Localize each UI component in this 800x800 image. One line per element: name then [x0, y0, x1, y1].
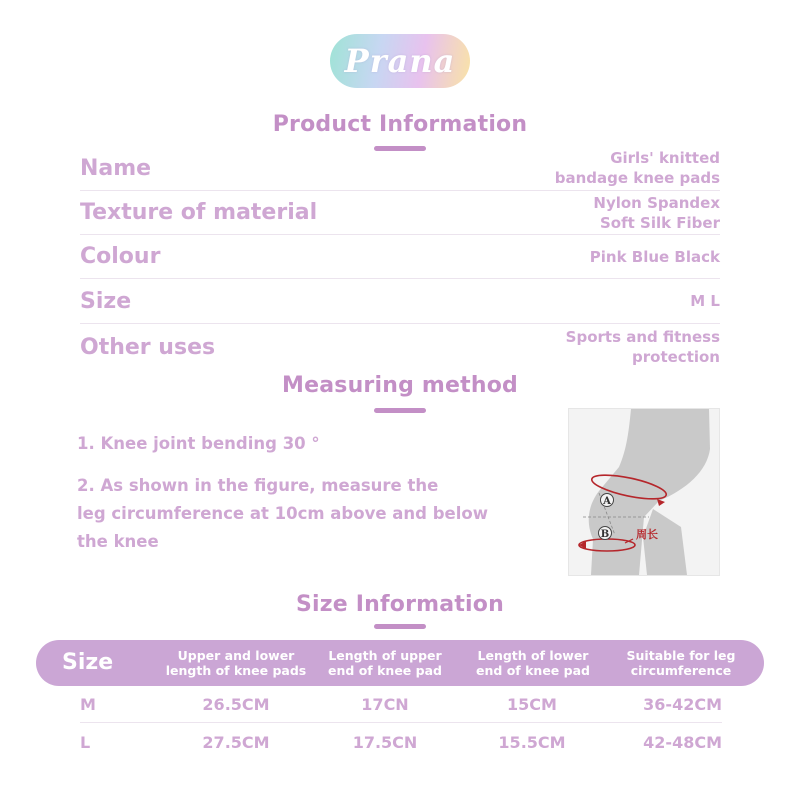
size-cell-size: L	[80, 733, 91, 752]
size-header-col-2: Length of upper end of knee pad	[328, 648, 442, 678]
brand-logo	[330, 34, 470, 88]
size-row-m	[80, 688, 722, 723]
info-label: Name	[80, 155, 152, 181]
info-value: Pink Blue Black	[589, 247, 720, 266]
info-value: Nylon Spandex Soft Silk Fiber	[593, 193, 720, 232]
size-cell: 27.5CM	[202, 733, 270, 752]
leg-illustration	[569, 409, 719, 575]
measuring-step-2: 2. As shown in the figure, measure the leg circumference at 10cm above and below the knee	[77, 476, 488, 551]
info-row-colour	[80, 235, 720, 279]
marker-a: A	[603, 496, 611, 507]
size-cell: 17CN	[361, 695, 409, 714]
size-cell-size: M	[80, 695, 96, 714]
size-cell: 36-42CM	[643, 695, 722, 714]
size-header-col-4: Suitable for leg circumference	[626, 648, 736, 678]
measuring-step-1: 1. Knee joint bending 30 °	[77, 434, 320, 453]
size-header-col-1: Upper and lower length of knee pads	[165, 648, 307, 678]
info-label: Texture of material	[80, 200, 318, 225]
size-info-underline	[374, 624, 426, 629]
info-row-size	[80, 279, 720, 324]
measuring-underline	[374, 408, 426, 413]
info-label: Size	[80, 288, 132, 314]
circumference-label: 周长	[636, 528, 658, 541]
info-label: Other uses	[80, 334, 216, 360]
size-table-header	[36, 640, 764, 686]
info-row-uses	[80, 324, 720, 370]
size-info-title: Size Information	[296, 592, 504, 617]
info-row-name	[80, 146, 720, 191]
info-value: M L	[690, 292, 720, 310]
marker-b: B	[600, 529, 610, 540]
measuring-title: Measuring method	[282, 373, 518, 398]
size-header-size: Size	[62, 650, 114, 675]
product-info-title: Product Information	[272, 112, 528, 137]
size-cell: 42-48CM	[643, 733, 722, 752]
info-row-texture	[80, 191, 720, 235]
info-value: Sports and fitness protection	[565, 328, 720, 366]
leg-measurement-figure	[568, 408, 720, 576]
info-label: Colour	[80, 244, 161, 269]
size-row-l	[80, 726, 722, 760]
size-cell: 15CM	[507, 695, 557, 714]
size-cell: 15.5CM	[498, 733, 566, 752]
brand-logo-text: Prana	[344, 42, 456, 80]
size-header-col-3: Length of lower end of knee pad	[476, 648, 590, 678]
size-cell: 26.5CM	[202, 695, 270, 714]
info-value: Girls' knitted bandage knee pads	[554, 149, 720, 187]
size-cell: 17.5CN	[352, 733, 418, 752]
